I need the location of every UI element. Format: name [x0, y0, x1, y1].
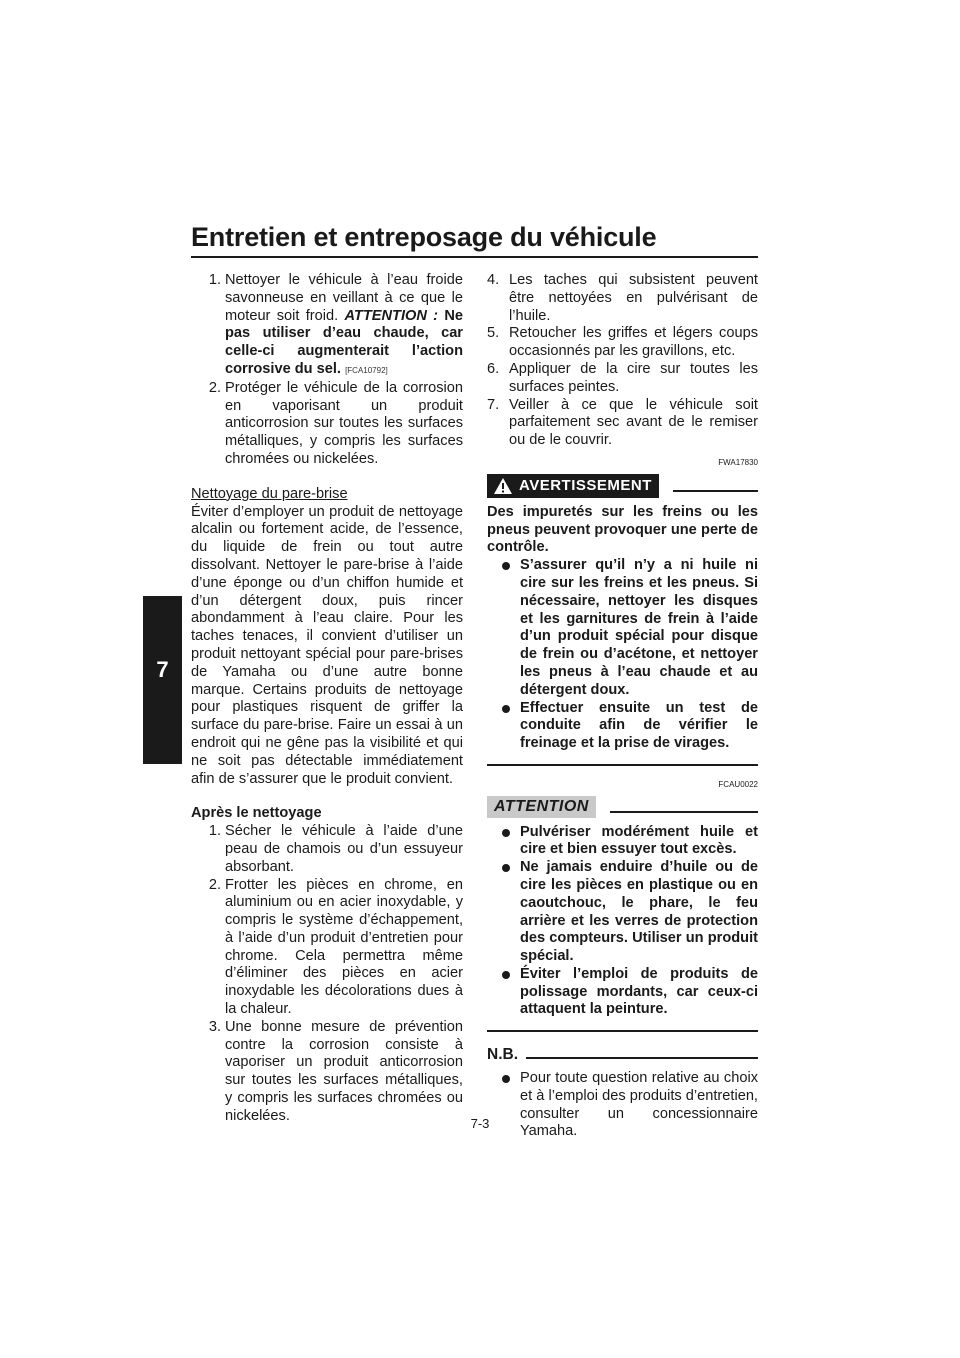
warning-end-rule	[487, 764, 758, 766]
note-bullet-text: Pour toute question relative au choix et à l’emploi des produits d’entretien, consulter un concessionnaire Yamaha.	[520, 1070, 758, 1140]
list-item	[487, 966, 758, 1019]
warning-bullet-text: Effectuer ensuite un test de conduite afin de vérifier le freinage et la prise de virages.	[520, 699, 758, 752]
warning-label: AVERTISSEMENT	[519, 476, 652, 494]
step-number: 1.	[208, 272, 221, 288]
list-item	[487, 397, 758, 450]
list-item	[487, 1070, 758, 1141]
list-item	[487, 700, 758, 753]
chapter-tab-number: 7	[156, 657, 169, 682]
step-number: 2.	[208, 876, 221, 893]
bullet-icon	[502, 829, 510, 837]
left-column	[191, 272, 463, 1126]
washing-steps	[191, 272, 463, 469]
list-item	[191, 1019, 463, 1126]
reference-code: [FCA10792]	[345, 365, 388, 375]
warning-header	[487, 474, 758, 498]
attention-label: ATTENTION	[487, 796, 596, 818]
step-text: Retoucher les griffes et légers coups occasionnés par les gravillons, etc.	[509, 325, 758, 360]
list-item	[487, 859, 758, 966]
list-item	[191, 823, 463, 876]
list-item	[487, 361, 758, 397]
bullet-icon	[502, 864, 510, 872]
warning-label-box	[487, 474, 659, 498]
list-item	[487, 325, 758, 361]
warning-rule	[673, 490, 758, 492]
step-number: 1.	[208, 823, 221, 840]
list-item	[191, 877, 463, 1019]
step-text: Protéger le véhicule de la corrosion en vaporisant un produit anticorrosion sur toutes les surfaces métalliques, y compris les surfaces chromées ou nickelées.	[225, 379, 463, 467]
attention-label: ATTENTION :	[344, 307, 439, 324]
warning-triangle-icon	[493, 477, 513, 495]
step-text: Veiller à ce que le véhicule soit parfaitement sec avant de le remiser ou de le couvrir.	[509, 396, 758, 449]
attention-bullet-text: Pulvériser modérément huile et cire et bien essuyer tout excès.	[520, 823, 758, 858]
step-text: Appliquer de la cire sur toutes les surfaces peintes.	[509, 360, 758, 395]
step-number: 7.	[487, 396, 500, 413]
after-cleaning-steps	[191, 823, 463, 1126]
step-text: Nettoyer le véhicule à l’eau froide savonneuse en veillant à ce que le moteur soit froid.	[225, 272, 463, 324]
warning-intro: Des impuretés sur les freins ou les pneus peuvent provoquer une perte de contrôle.	[487, 503, 758, 556]
step-number: 3.	[208, 1018, 221, 1035]
page-number: 7-3	[470, 1116, 490, 1131]
step-number: 5.	[487, 325, 500, 342]
attention-code: FCAU0022	[718, 779, 758, 789]
finishing-steps	[487, 272, 758, 450]
attention-bullet-text: Ne jamais enduire d’huile ou de cire les pièces en plastique ou en caoutchouc, le phare, le feu arrière et les verres de protection des compteurs. Utiliser un produit spécial.	[520, 859, 758, 965]
list-item	[487, 557, 758, 699]
windshield-paragraph: Éviter d’employer un produit de nettoyage alcalin ou fortement acide, de l’essence, du liquide de frein ou tout autre dissolvant. Nettoyer le pare-brise à l’aide d’une éponge ou d’un chiffon humide et d’un détergent doux, puis rincer abondamment à l’eau claire. Pour les taches tenaces, il convient d’utiliser un produit nettoyant spécial pour pare-brises de Yamaha ou d’une autre bonne marque. Certains produits de nettoyage pour plastiques risquent de griffer la surface du pare-brise. Faire un essai à un endroit qui ne gêne pas la visibilité et qui ne soit pas détectable immédiatement afin de s’assurer que le produit convient.	[191, 503, 463, 787]
warning-code: FWA17830	[718, 457, 758, 467]
right-column	[487, 272, 758, 1141]
list-item	[191, 272, 463, 380]
step-text: Les taches qui subsistent peuvent être nettoyées en pulvérisant de l’huile.	[509, 272, 758, 324]
attention-bullet-text: Éviter l’emploi de produits de polissage mordants, car ceux-ci attaquent la peinture.	[520, 965, 758, 1018]
list-item	[487, 272, 758, 325]
note-header	[487, 1046, 758, 1064]
step-number: 4.	[487, 272, 500, 288]
attention-text: Ne pas utiliser d’eau chaude, car celle-ci augmenterait l’action corrosive du sel.	[225, 307, 463, 377]
list-item	[191, 380, 463, 469]
attention-rule	[610, 811, 758, 813]
warning-bullet-text: S’assurer qu’il n’y a ni huile ni cire sur les freins et les pneus. Si nécessaire, nettoyer les disques et les garnitures de frein à l’aide d’un produit spécial pour disque de frein ou d’acétone, et nettoyer les pneus à l’eau chaude et au détergent doux.	[520, 557, 758, 698]
windshield-heading: Nettoyage du pare-brise	[191, 485, 348, 502]
note-label: N.B.	[487, 1046, 518, 1064]
attention-header	[487, 796, 758, 818]
bullet-icon	[502, 562, 510, 570]
step-text: Frotter les pièces en chrome, en aluminium ou en acier inoxydable, y compris le système d’échappement, à l’aide d’un produit d’entretien pour chrome. Cela permettra même d’éliminer des pièces en acier inoxydable les décolorations dues à la chaleur.	[225, 876, 463, 1018]
page-title: Entretien et entreposage du véhicule	[191, 222, 657, 252]
title-rule	[191, 256, 758, 258]
note-rule	[526, 1057, 758, 1059]
list-item	[487, 824, 758, 860]
step-number: 6.	[487, 360, 500, 377]
bullet-icon	[502, 1075, 510, 1083]
bullet-icon	[502, 971, 510, 979]
step-text: Sécher le véhicule à l’aide d’une peau de chamois ou d’un essuyeur absorbant.	[225, 823, 463, 875]
attention-end-rule	[487, 1030, 758, 1032]
bullet-icon	[502, 705, 510, 713]
step-text: Une bonne mesure de prévention contre la corrosion consiste à vaporiser un produit anticorrosion sur toutes les surfaces métalliques, y compris les surfaces chromées ou nickelées.	[225, 1018, 463, 1124]
step-number: 2.	[208, 379, 221, 396]
after-cleaning-heading: Après le nettoyage	[191, 805, 322, 822]
